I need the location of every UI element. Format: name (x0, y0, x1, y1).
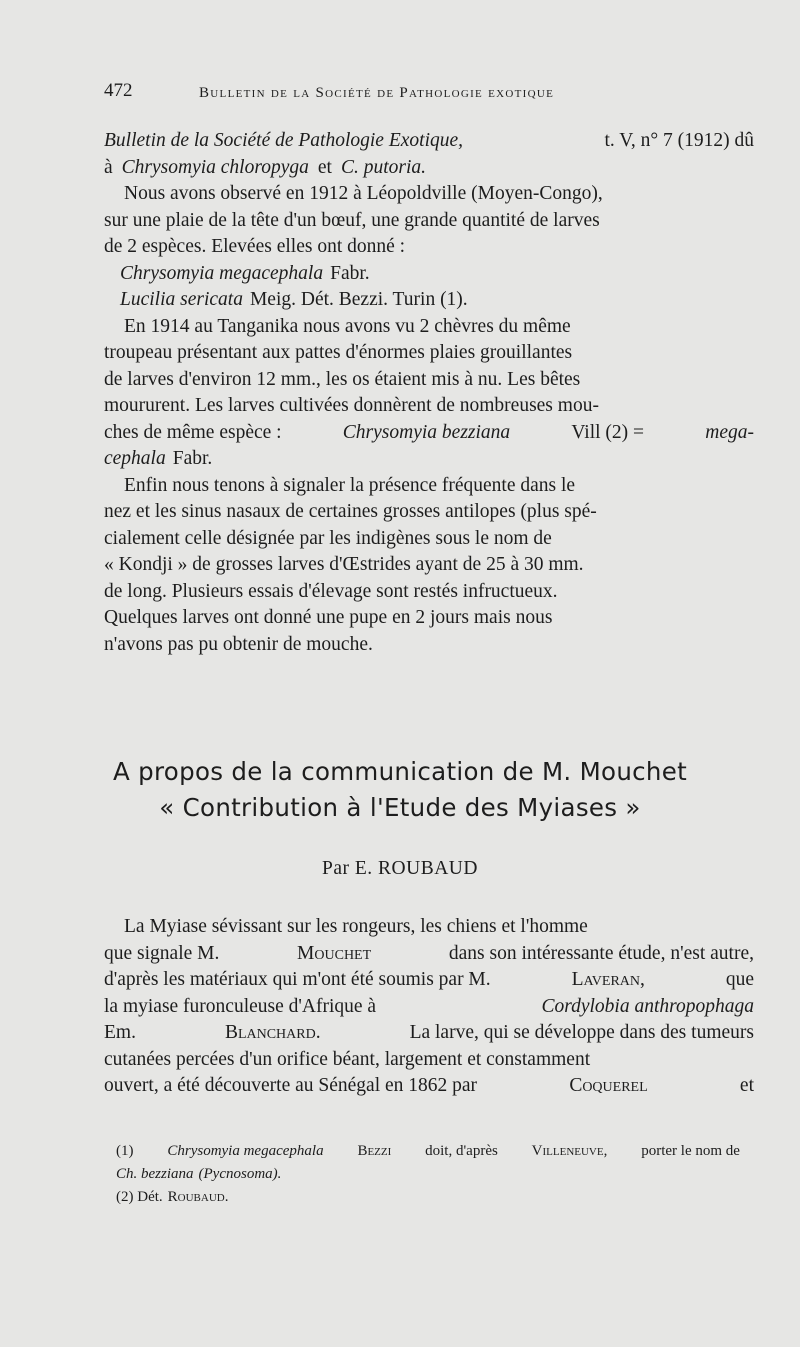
author-name: Villeneuve, (531, 1143, 608, 1159)
footnote-2 (116, 1186, 740, 1209)
text-fragment: n'avons pas pu obtenir de mouche. (104, 633, 373, 655)
species-name: Cordylobia anthropophaga (541, 995, 754, 1017)
text-fragment: cialement celle désignée par les indigènes sous le nom de (104, 527, 552, 549)
top-text (104, 128, 754, 658)
author-name: Roubaud. (167, 1189, 229, 1205)
species-name: C. putoria. (340, 156, 427, 178)
text-line (104, 181, 754, 208)
text-fragment: Quelques larves ont donné une pupe en 2 jours mais nous (104, 607, 553, 628)
species-name: cephala (104, 448, 166, 469)
text-fragment: Enfin nous tenons à signaler la présence fréquente dans le (124, 474, 576, 496)
author-name: Mouchet (297, 942, 372, 964)
text-line (104, 473, 754, 500)
text-fragment: t. V, n° 7 (1912) dû (604, 130, 754, 151)
text-fragment: ouvert, a été découverte au Sénégal en 1862 par (104, 1075, 478, 1096)
running-title: Bulletin de la Société de Pathologie exotique (199, 85, 555, 101)
text-fragment: Meig. Dét. Bezzi. Turin (1). (249, 289, 468, 310)
text-line (104, 914, 754, 941)
text-line (104, 632, 754, 659)
text-fragment: à (104, 156, 113, 178)
species-name: Chrysomyia megacephala (120, 262, 324, 284)
text-fragment: En 1914 au Tanganika nous avons vu 2 chèvres du même (124, 315, 571, 337)
text-line (104, 420, 754, 447)
species-name: mega- (705, 421, 754, 443)
text-fragment: porter le nom de (641, 1143, 740, 1159)
text-fragment: nez et les sinus nasaux de certaines grosses antilopes (plus spé- (104, 501, 597, 522)
author-name: Bezzi (357, 1143, 392, 1159)
text-line (104, 1047, 754, 1074)
text-fragment: Fabr. (172, 448, 213, 469)
footnote-text: (2) Dét. (116, 1189, 163, 1205)
text-fragment: La Myiase sévissant sur les rongeurs, les chiens et l'homme (124, 916, 588, 937)
footnote-1-continued (116, 1163, 740, 1186)
text-fragment: ches de même espèce : (104, 421, 282, 443)
text-fragment: que signale M. (104, 942, 220, 964)
text-line (104, 234, 754, 261)
footnotes (116, 1140, 740, 1209)
text-line (104, 314, 754, 341)
text-fragment: Vill (2) = (571, 421, 645, 443)
text-fragment: d'après les matériaux qui m'ont été soumis par M. (104, 969, 491, 990)
text-line (104, 605, 754, 632)
text-fragment: de long. Plusieurs essais d'élevage sont restés infructueux. (104, 580, 558, 602)
text-line (104, 287, 754, 314)
species-name: Chrysomyia megacephala (167, 1143, 324, 1159)
species-name: Ch. bezziana (116, 1166, 194, 1182)
text-fragment: Nous avons observé en 1912 à Léopoldville (Moyen-Congo), (124, 183, 603, 204)
text-line (104, 393, 754, 420)
citation-journal: Bulletin de la Société de Pathologie Exotique, (104, 130, 464, 151)
text-line (104, 941, 754, 968)
footnote-marker: (1) (116, 1143, 134, 1159)
text-line (104, 526, 754, 553)
text-fragment: et (317, 156, 332, 178)
text-fragment: Fabr. (330, 262, 370, 284)
text-fragment: cutanées percées d'un orifice béant, largement et constamment (104, 1048, 591, 1070)
text-line (104, 367, 754, 394)
text-line (104, 994, 754, 1021)
text-fragment: de 2 espèces. Elevées elles ont donné : (104, 236, 406, 257)
text-line (104, 579, 754, 606)
species-name: Lucilia sericata (120, 289, 243, 310)
text-fragment: dans son intéressante étude, n'est autre, (448, 942, 754, 964)
text-fragment: troupeau présentant aux pattes d'énormes plaies grouillantes (104, 342, 573, 363)
text-fragment: et (739, 1075, 754, 1096)
text-fragment: La larve, qui se développe dans des tumeurs (409, 1022, 754, 1043)
text-fragment: doit, d'après (425, 1143, 498, 1159)
species-name: Chrysomyia chloropyga (121, 156, 309, 178)
page-header (104, 80, 664, 110)
byline: Par E. ROUBAUD (322, 858, 478, 879)
text-fragment: moururent. Les larves cultivées donnèrent de nombreuses mou- (104, 395, 599, 416)
text-fragment: de larves d'environ 12 mm., les os étaient mis à nu. Les bêtes (104, 368, 581, 390)
text-line (104, 340, 754, 367)
page-number: 472 (104, 80, 133, 101)
text-line (104, 261, 754, 288)
footnote-1 (116, 1140, 740, 1163)
text-line (104, 155, 754, 182)
text-line (104, 552, 754, 579)
text-fragment: sur une plaie de la tête d'un bœuf, une grande quantité de larves (104, 209, 600, 231)
text-fragment: « Kondji » de grosses larves d'Œstrides ayant de 25 à 30 mm. (104, 554, 584, 575)
text-fragment: que (725, 969, 754, 990)
text-line (104, 208, 754, 235)
text-fragment: Em. (104, 1022, 136, 1043)
species-name: (Pycnosoma). (198, 1166, 282, 1182)
section-text (104, 914, 754, 1100)
author-name: Laveran, (571, 969, 645, 990)
author-name: Coquerel (569, 1075, 648, 1096)
text-line (104, 1020, 754, 1047)
text-line (104, 499, 754, 526)
author-name: Blanchard. (224, 1022, 321, 1043)
text-line (104, 446, 754, 473)
text-line (104, 967, 754, 994)
section-title-line-1: A propos de la communication de M. Mouchet (112, 757, 688, 786)
section-title-line-2: « Contribution à l'Etude des Myiases » (159, 793, 641, 822)
text-line (104, 1073, 754, 1100)
text-line (104, 128, 754, 155)
species-name: Chrysomyia bezziana (342, 421, 511, 443)
text-fragment: la myiase furonculeuse d'Afrique à (104, 995, 377, 1017)
